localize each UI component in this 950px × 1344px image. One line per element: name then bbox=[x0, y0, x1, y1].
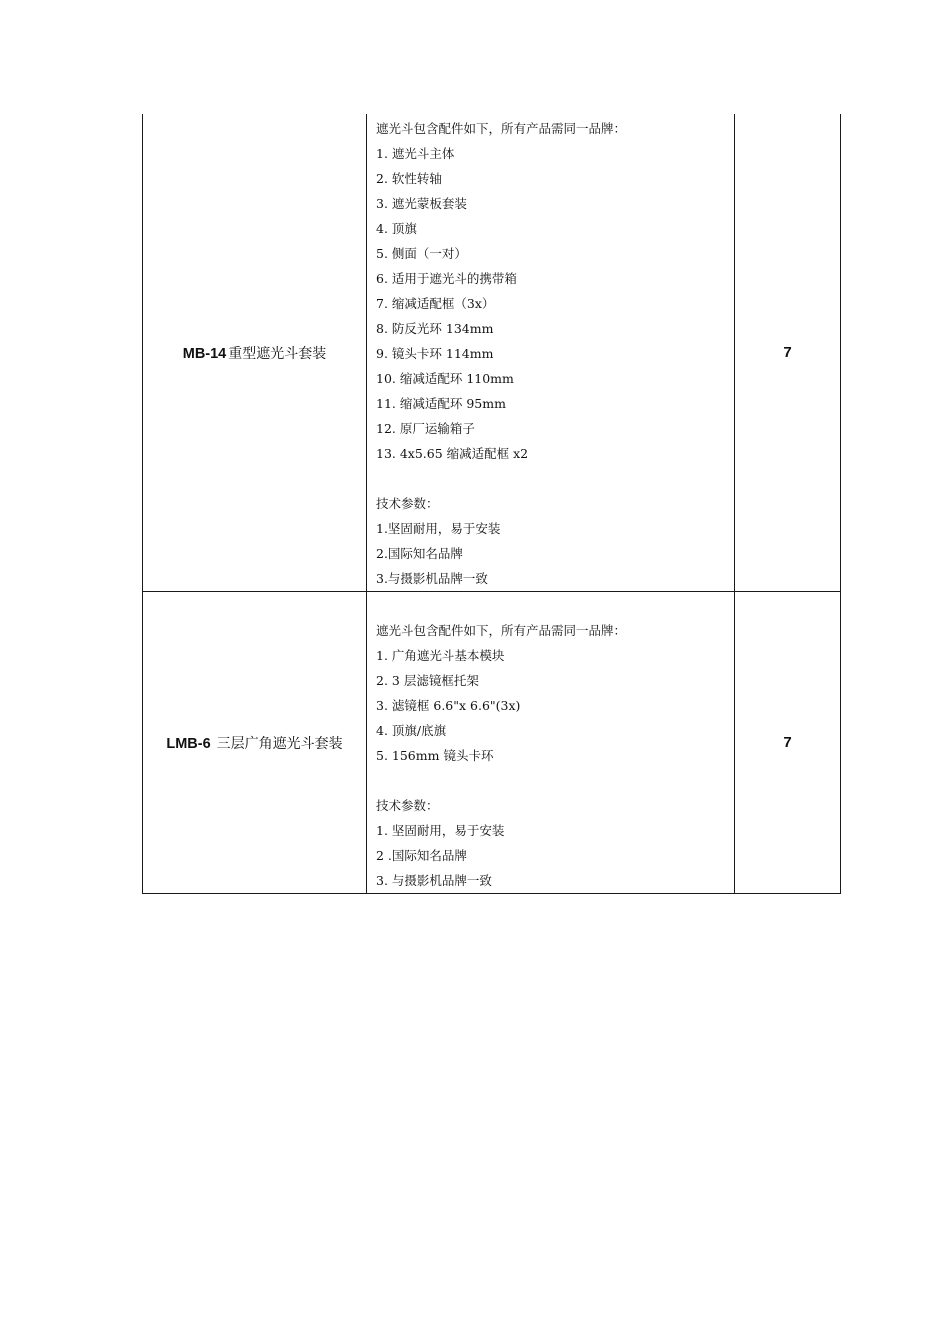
list-item: 1. 广角遮光斗基本模块 bbox=[376, 648, 505, 663]
spacer bbox=[376, 768, 734, 793]
tech-title: 技术参数： bbox=[376, 798, 439, 813]
quantity-cell: 7 bbox=[735, 114, 841, 592]
list-item: 8. 防反光环 134mm bbox=[376, 321, 494, 336]
list-item: 13. 4x5.65 缩减适配框 x2 bbox=[376, 446, 529, 461]
list-item: 2. 软性转轴 bbox=[376, 171, 442, 186]
list-item: 9. 镜头卡环 114mm bbox=[376, 346, 494, 361]
product-name: 重型遮光斗套装 bbox=[228, 345, 327, 362]
tech-item: 2 .国际知名品牌 bbox=[376, 848, 467, 863]
list-item: 1. 遮光斗主体 bbox=[376, 146, 455, 161]
product-name-cell bbox=[143, 592, 367, 894]
product-name: 三层广角遮光斗套装 bbox=[216, 735, 343, 752]
list-item: 5. 侧面（一对） bbox=[376, 246, 467, 261]
tech-item: 2.国际知名品牌 bbox=[376, 546, 463, 561]
spec-cell bbox=[367, 114, 735, 592]
spec-intro: 遮光斗包含配件如下，所有产品需同一品牌： bbox=[376, 623, 627, 638]
spacer bbox=[376, 466, 734, 491]
list-item: 6. 适用于遮光斗的携带箱 bbox=[376, 271, 517, 286]
list-item: 12. 原厂运输箱子 bbox=[376, 421, 475, 436]
quantity-cell: 7 bbox=[735, 592, 841, 894]
model-number: LMB-6 bbox=[166, 735, 211, 752]
list-item: 3. 遮光蒙板套装 bbox=[376, 196, 467, 211]
tech-title: 技术参数： bbox=[376, 496, 439, 511]
list-item: 11. 缩减适配环 95mm bbox=[376, 396, 506, 411]
list-item: 10. 缩减适配环 110mm bbox=[376, 371, 514, 386]
table-row bbox=[143, 592, 841, 894]
tech-item: 1.坚固耐用，易于安装 bbox=[376, 521, 501, 536]
list-item: 5. 156mm 镜头卡环 bbox=[376, 748, 494, 763]
model-number: MB-14 bbox=[182, 345, 227, 362]
spec-intro: 遮光斗包含配件如下，所有产品需同一品牌： bbox=[376, 121, 627, 136]
tech-item: 3. 与摄影机品牌一致 bbox=[376, 873, 492, 888]
product-name-cell bbox=[143, 114, 367, 592]
list-item: 3. 滤镜框 6.6"x 6.6"(3x) bbox=[376, 698, 521, 713]
list-item: 7. 缩减适配框（3x） bbox=[376, 296, 495, 311]
tech-item: 3.与摄影机品牌一致 bbox=[376, 571, 488, 586]
equipment-spec-table bbox=[142, 114, 841, 894]
tech-item: 1. 坚固耐用，易于安装 bbox=[376, 823, 505, 838]
list-item: 4. 顶旗/底旗 bbox=[376, 723, 447, 738]
table-row bbox=[143, 114, 841, 592]
list-item: 4. 顶旗 bbox=[376, 221, 417, 236]
list-item: 2. 3 层滤镜框托架 bbox=[376, 673, 479, 688]
spec-cell bbox=[367, 592, 735, 894]
